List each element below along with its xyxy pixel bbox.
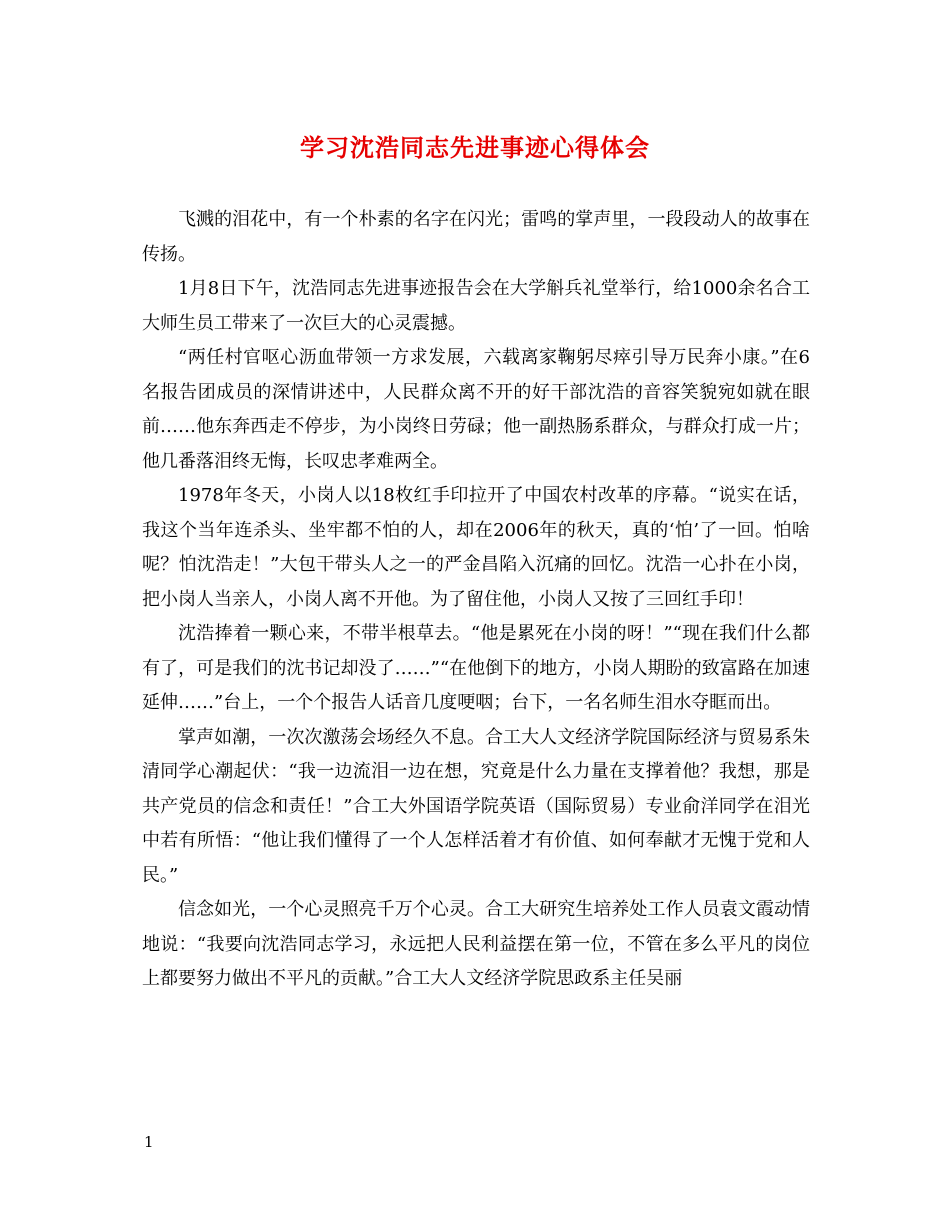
paragraph-4: 1978年冬天，小岗人以18枚红手印拉开了中国农村改革的序幕。“说实在话，我这个当年连杀头、坐牢都不怕的人，却在2006年的秋天，真的‘怕’了一回。怕啥呢？怕沈浩走！”大包干带头人之一的严金昌陷入沉痛的回忆。沈浩一心扑在小岗，把小岗人当亲人，小岗人离不开他。为了留住他，小岗人又按了三回红手印！: [142, 485, 810, 610]
paragraph-5: 沈浩捧着一颗心来，不带半根草去。“他是累死在小岗的呀！”“现在我们什么都有了，可是我们的沈书记却没了……”“在他倒下的地方，小岗人期盼的致富路在加速延伸……”台上，一个个报告人话音几度哽咽；台下，一名名师生泪水夺眶而出。: [142, 623, 810, 713]
paragraph-6: 掌声如潮，一次次激荡会场经久不息。合工大人文经济学院国际经济与贸易系朱清同学心潮起伏：“我一边流泪一边在想，究竟是什么力量在支撑着他？我想，那是共产党员的信念和责任！”合工大外国语学院英语（国际贸易）专业俞洋同学在泪光中若有所悟：“他让我们懂得了一个人怎样活着才有价值、如何奉献才无愧于党和人民。”: [142, 726, 810, 886]
paragraph-1: 飞溅的泪花中，有一个朴素的名字在闪光；雷鸣的掌声里，一段段动人的故事在传扬。: [142, 209, 810, 265]
document-title: 学习沈浩同志先进事迹心得体会: [300, 133, 650, 162]
paragraph-2: 1月8日下午，沈浩同志先进事迹报告会在大学斛兵礼堂举行，给1000余名合工大师生员工带来了一次巨大的心灵震撼。: [142, 278, 810, 334]
paragraph-7: 信念如光，一个心灵照亮千万个心灵。合工大研究生培养处工作人员袁文霞动情地说：“我要向沈浩同志学习，永远把人民利益摆在第一位，不管在多么平凡的岗位上都要努力做出不平凡的贡献。”合工大人文经济学院思政系主任吴丽: [142, 899, 810, 989]
paragraph-3: “两任村官呕心沥血带领一方求发展，六载离家鞠躬尽瘁引导万民奔小康。”在6名报告团成员的深情讲述中，人民群众离不开的好干部沈浩的音容笑貌宛如就在眼前……他东奔西走不停步，为小岗终日劳碌；他一副热肠系群众，与群众打成一片；他几番落泪终无悔，长叹忠孝难两全。: [142, 347, 810, 472]
document-body: [142, 203, 810, 997]
page-number: 1: [144, 1133, 154, 1151]
